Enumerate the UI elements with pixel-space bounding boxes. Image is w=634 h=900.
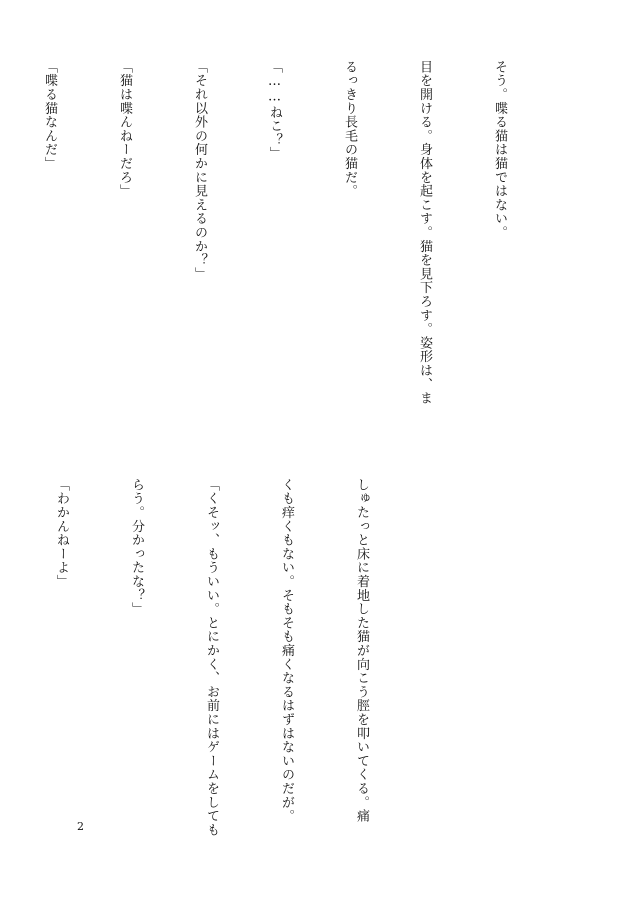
lower-text-block <box>0 478 424 838</box>
text-line: 「……ねこ？」 <box>267 60 282 161</box>
text-line: 「くそッ、もういい。とにかく、お前にはゲームをしても <box>204 478 219 837</box>
text-line: くも痒くもない。そもそも痛くなるはずはないのだが。 <box>279 478 294 823</box>
text-line: 目を開ける。身体を起こす。猫を見下ろす。姿形は、ま <box>417 60 432 405</box>
page-number: 2 <box>77 820 84 833</box>
text-line: 「喋る猫なんだ」 <box>42 60 57 171</box>
text-line: 「それ以外の何かに見えるのか？」 <box>192 60 207 281</box>
text-line: らう。分かったな？」 <box>129 478 144 616</box>
text-line: しゅたっと床に着地した猫が向こう脛を叩いてくる。痛 <box>354 478 369 823</box>
text-line: 「猫は喋んねーだろ」 <box>117 60 132 198</box>
text-line: 「わかんねーよ」 <box>54 478 69 589</box>
text-line: るっきり長毛の猫だ。 <box>342 60 357 198</box>
upper-text-block <box>0 60 562 430</box>
text-line: そう。喋る猫は猫ではない。 <box>492 60 507 240</box>
